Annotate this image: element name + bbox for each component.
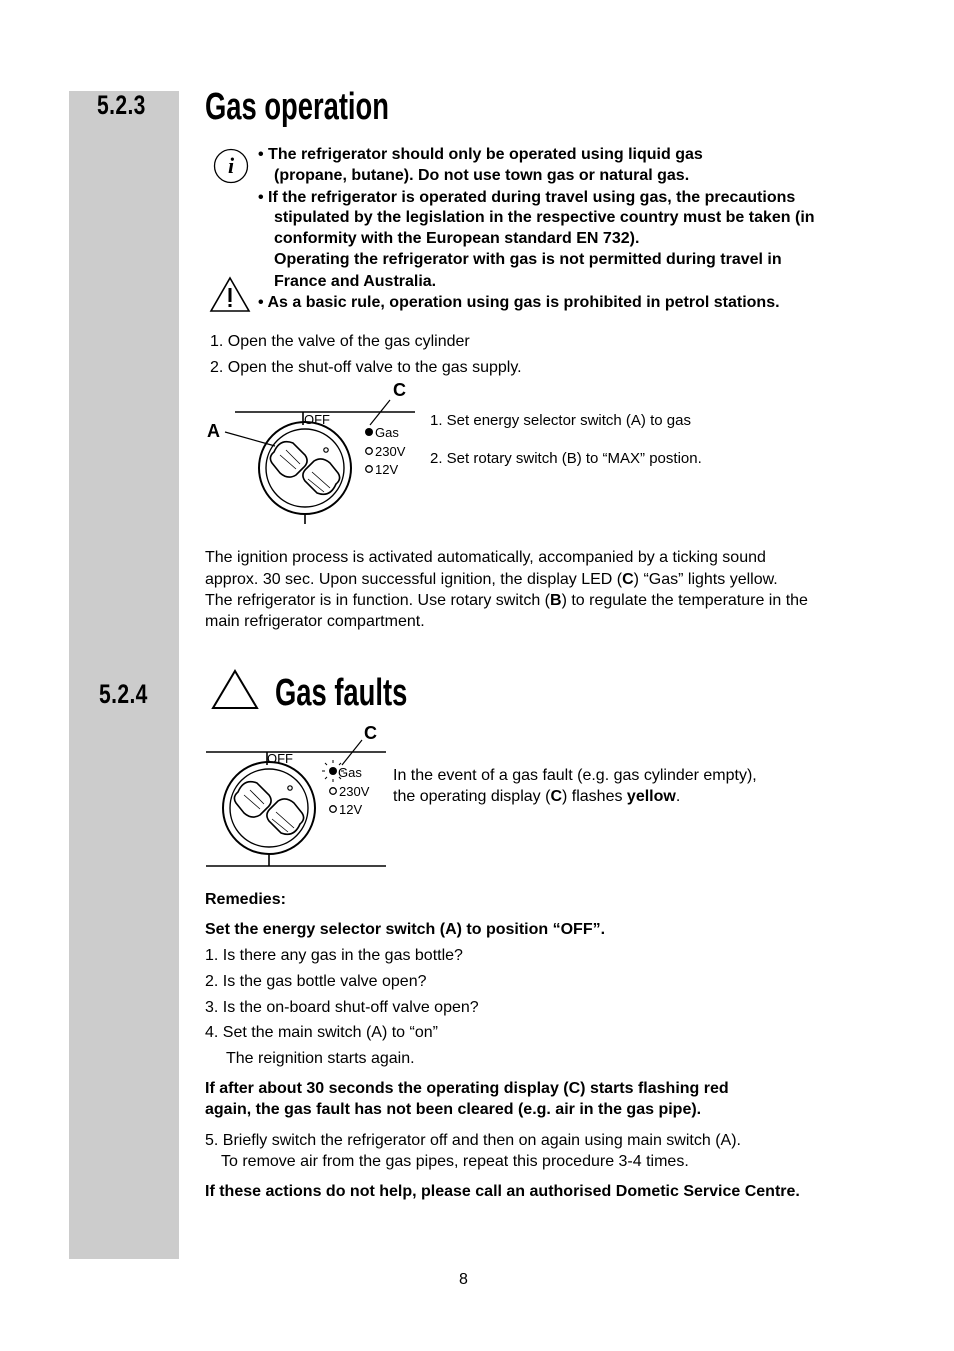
diagram2-gas-label: Gas [338, 765, 362, 780]
section-title-gas-operation: Gas operation [205, 86, 389, 128]
fault-line-2: the operating display (C) flashes yellow. [393, 788, 681, 805]
diagram1-230v-label: 230V [375, 444, 406, 459]
diagram1-gas-label: Gas [375, 425, 399, 440]
diagram1-label-a: A [207, 421, 220, 441]
warning-line-1: If after about 30 seconds the operating display (C) starts flashing red [205, 1080, 729, 1097]
diagram1-step-1: 1. Set energy selector switch (A) to gas [430, 412, 691, 429]
note-line-7: France and Australia. [274, 273, 437, 290]
section-number-524: 5.2.4 [99, 679, 148, 709]
diagram1-label-c: C [393, 380, 406, 400]
diagram2-230v-label: 230V [339, 784, 370, 799]
diagram2-off-label: OFF [267, 751, 293, 766]
step-2: 2. Open the shut-off valve to the gas supply. [210, 359, 522, 376]
remedies-title: Remedies: [205, 891, 286, 908]
ignition-line-2: approx. 30 sec. Upon successful ignition, the display LED (C) “Gas” lights yellow. [205, 571, 778, 588]
section-number-523: 5.2.3 [97, 90, 146, 120]
remedy-4: 4. Set the main switch (A) to “on” [205, 1024, 438, 1041]
note-line-8: • As a basic rule, operation using gas is prohibited in petrol stations. [258, 294, 780, 311]
ignition-line-3: The refrigerator is in function. Use rotary switch (B) to regulate the temperature in the [205, 592, 808, 609]
section-sidebar [69, 91, 179, 1259]
step-5-line-1: 5. Briefly switch the refrigerator off and then on again using main switch (A). [205, 1132, 741, 1149]
section-title-gas-faults: Gas faults [275, 672, 408, 714]
gas-fault-diagram [200, 720, 400, 870]
note-line-4: stipulated by the legislation in the respective country must be taken (in [274, 209, 815, 226]
reignition-note: The reignition starts again. [226, 1050, 415, 1067]
energy-selector-diagram [200, 380, 430, 530]
step-5-line-2: To remove air from the gas pipes, repeat this procedure 3-4 times. [221, 1153, 689, 1170]
svg-text:i: i [227, 153, 235, 178]
diagram1-12v-label: 12V [375, 462, 399, 477]
note-line-3: • If the refrigerator is operated during travel using gas, the precautions [258, 189, 796, 206]
note-line-2: (propane, butane). Do not use town gas or natural gas. [274, 167, 690, 184]
warning-triangle-icon [210, 669, 260, 711]
note-line-5: conformity with the European standard EN 732). [274, 230, 640, 247]
page-number: 8 [459, 1271, 468, 1288]
fault-line-1: In the event of a gas fault (e.g. gas cylinder empty), [393, 767, 757, 784]
diagram2-12v-label: 12V [339, 802, 363, 817]
warning-icon [209, 276, 251, 314]
diagram1-step-2: 2. Set rotary switch (B) to “MAX” postion. [430, 450, 702, 467]
diagram2-label-c: C [364, 723, 377, 743]
remedy-2: 2. Is the gas bottle valve open? [205, 973, 427, 990]
info-icon [213, 148, 249, 184]
warning-line-2: again, the gas fault has not been cleared (e.g. air in the gas pipe). [205, 1101, 702, 1118]
ignition-line-4: main refrigerator compartment. [205, 613, 425, 630]
service-centre-note: If these actions do not help, please call an authorised Dometic Service Centre. [205, 1183, 800, 1200]
note-line-6: Operating the refrigerator with gas is not permitted during travel in [274, 251, 782, 268]
remedy-1: 1. Is there any gas in the gas bottle? [205, 947, 463, 964]
ignition-line-1: The ignition process is activated automatically, accompanied by a ticking sound [205, 549, 766, 566]
remedy-3: 3. Is the on-board shut-off valve open? [205, 999, 479, 1016]
note-line-1: • The refrigerator should only be operated using liquid gas [258, 146, 703, 163]
remedies-intro: Set the energy selector switch (A) to position “OFF”. [205, 921, 606, 938]
diagram1-off-label: OFF [304, 412, 330, 427]
step-1: 1. Open the valve of the gas cylinder [210, 333, 470, 350]
